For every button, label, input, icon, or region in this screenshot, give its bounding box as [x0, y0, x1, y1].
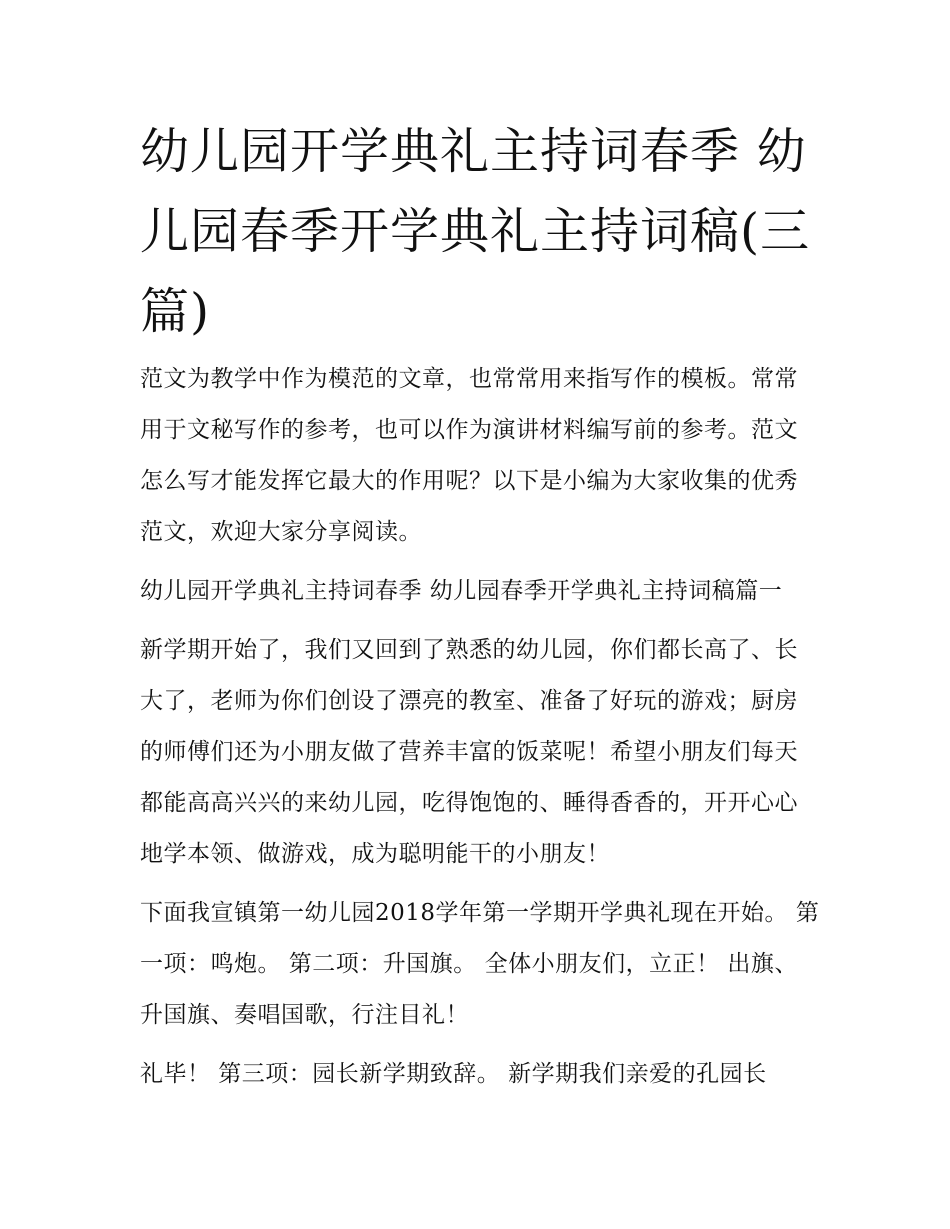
- body-paragraph: 下面我宣镇第一幼儿园2018学年第一学期开学典礼现在开始。 第一项：鸣炮。 第二项：升国旗。 全体小朋友们，立正！ 出旗、升国旗、奏唱国歌，行注目礼！: [140, 900, 820, 1028]
- intro-paragraph: 范文为教学中作为模范的文章，也常常用来指写作的模板。常常用于文秘写作的参考，也可以作为演讲材料编写前的参考。范文怎么写才能发挥它最大的作用呢？以下是小编为大家收集的优秀范文，欢迎大家分享阅读。: [140, 366, 798, 545]
- page-title: 幼儿园开学典礼主持词春季 幼儿园春季开学典礼主持词稿(三篇): [140, 123, 811, 340]
- body-paragraph: 新学期开始了，我们又回到了熟悉的幼儿园，你们都长高了、长大了，老师为你们创设了漂亮的教室、准备了好玩的游戏；厨房的师傅们还为小朋友做了营养丰富的饭菜呢！希望小朋友们每天都能高高兴兴的来幼儿园，吃得饱饱的、睡得香香的，开开心心地学本领、做游戏，成为聪明能干的小朋友！: [140, 637, 798, 867]
- section-heading: 幼儿园开学典礼主持词春季 幼儿园春季开学典礼主持词稿篇一: [140, 578, 783, 604]
- body-paragraph: 礼毕！ 第三项：园长新学期致辞。 新学期我们亲爱的孔园长: [140, 1061, 767, 1087]
- document-body: [140, 354, 820, 1108]
